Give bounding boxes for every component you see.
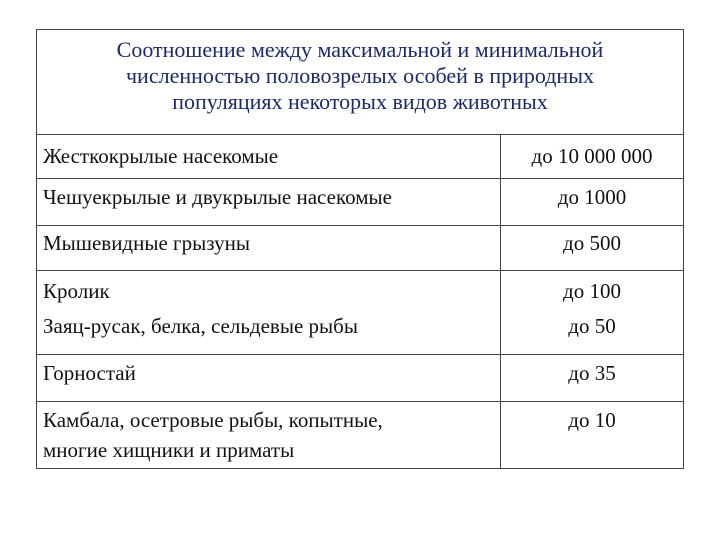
animal-name: Горностай: [43, 361, 136, 385]
table-row: [37, 179, 683, 226]
table-row: [37, 226, 683, 271]
title-line: популяциях некоторых видов животных: [172, 89, 548, 114]
animal-name: Чешуекрылые и двукрылые насекомые: [43, 185, 392, 209]
table-row: [37, 135, 683, 179]
table-title: [37, 37, 683, 115]
animal-name: Мышевидные грызуны: [43, 231, 250, 255]
animal-name: Заяц-русак, белка, сельдевые рыбы: [43, 314, 358, 338]
table-row: [37, 271, 683, 355]
animal-name: Кролик: [43, 279, 110, 303]
data-table: [36, 29, 684, 469]
ratio-value: до 10: [568, 408, 616, 432]
table-row: [37, 402, 683, 468]
ratio-value: до 10 000 000: [531, 144, 653, 168]
ratio-value: до 1000: [557, 185, 627, 209]
title-cell: [37, 30, 683, 135]
ratio-value: до 50: [568, 314, 616, 338]
title-line: численностью половозрелых особей в природных: [125, 63, 594, 88]
ratio-value: до 100: [563, 279, 621, 303]
animal-name: Жесткокрылые насекомые: [43, 144, 279, 168]
animal-name: Камбала, осетровые рыбы, копытные,: [43, 408, 383, 432]
animal-name: многие хищники и приматы: [43, 438, 295, 462]
ratio-value: до 500: [563, 231, 621, 255]
table-row: [37, 355, 683, 402]
ratio-value: до 35: [568, 361, 616, 385]
title-line: Соотношение между максимальной и минимальной: [116, 37, 604, 62]
